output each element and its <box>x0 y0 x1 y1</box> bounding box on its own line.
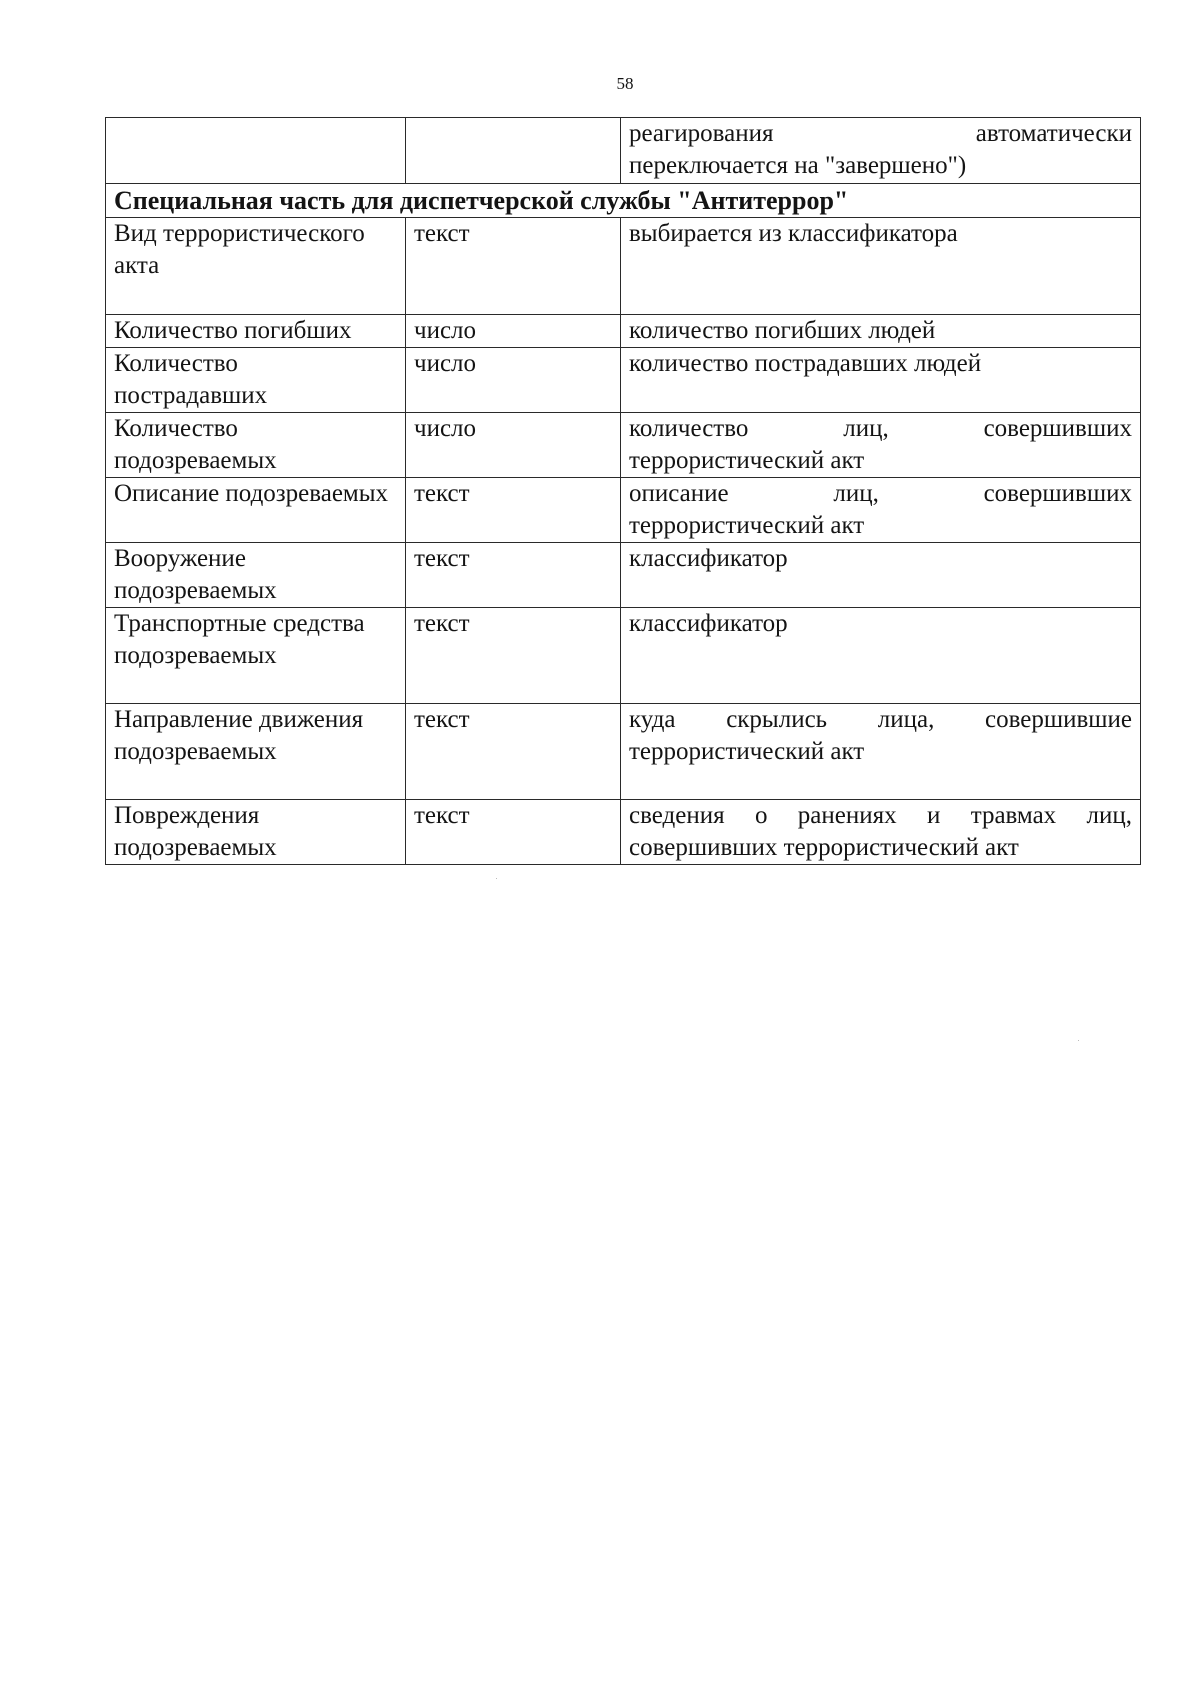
table-row <box>106 348 1141 413</box>
field-description-cell: количество лиц, совершивших террористический акт <box>621 413 1141 478</box>
continuation-line-2: переключается на "завершено") <box>629 152 967 179</box>
fields-table <box>105 117 1141 865</box>
page-number: 58 <box>616 74 634 93</box>
continuation-description-cell <box>621 118 1141 184</box>
field-description-cell: количество погибших людей <box>621 315 1141 348</box>
section-header-row <box>106 184 1141 218</box>
table-row <box>106 478 1141 543</box>
scan-speck <box>1078 1040 1079 1041</box>
field-type-cell: текст <box>406 478 621 543</box>
field-name-cell: Количество подозреваемых <box>106 413 406 478</box>
field-name-cell: Количество пострадавших <box>106 348 406 413</box>
field-type-cell: текст <box>406 543 621 608</box>
field-type-cell: текст <box>406 800 621 865</box>
field-name-cell: Направление движения подозреваемых <box>106 704 406 800</box>
field-type-cell: число <box>406 413 621 478</box>
table-row <box>106 800 1141 865</box>
field-type-cell: текст <box>406 218 621 315</box>
field-description-cell: описание лиц, совершивших террористический акт <box>621 478 1141 543</box>
empty-type-cell <box>406 118 621 184</box>
field-description-cell: количество пострадавших людей <box>621 348 1141 413</box>
scan-speck <box>496 878 497 879</box>
continuation-line-1: реагирования автоматически <box>629 120 1132 147</box>
continuation-row <box>106 118 1141 184</box>
field-type-cell: число <box>406 315 621 348</box>
field-name-cell: Повреждения подозреваемых <box>106 800 406 865</box>
section-header: Специальная часть для диспетчерской службы "Антитеррор" <box>106 184 1141 218</box>
field-description-cell: выбирается из классификатора <box>621 218 1141 315</box>
field-name-cell: Количество погибших <box>106 315 406 348</box>
empty-name-cell <box>106 118 406 184</box>
field-description-cell: классификатор <box>621 608 1141 704</box>
field-type-cell: текст <box>406 608 621 704</box>
table-row <box>106 608 1141 704</box>
table-row <box>106 315 1141 348</box>
field-description-cell: классификатор <box>621 543 1141 608</box>
table-row <box>106 543 1141 608</box>
field-description-cell: сведения о ранениях и травмах лиц, совершивших террористический акт <box>621 800 1141 865</box>
field-type-cell: текст <box>406 704 621 800</box>
field-name-cell: Описание подозреваемых <box>106 478 406 543</box>
field-type-cell: число <box>406 348 621 413</box>
table-row <box>106 413 1141 478</box>
field-name-cell: Вооружение подозреваемых <box>106 543 406 608</box>
table-row <box>106 218 1141 315</box>
field-name-cell: Транспортные средства подозреваемых <box>106 608 406 704</box>
field-description-cell: куда скрылись лица, совершившие террористический акт <box>621 704 1141 800</box>
field-name-cell: Вид террористического акта <box>106 218 406 315</box>
table-row <box>106 704 1141 800</box>
